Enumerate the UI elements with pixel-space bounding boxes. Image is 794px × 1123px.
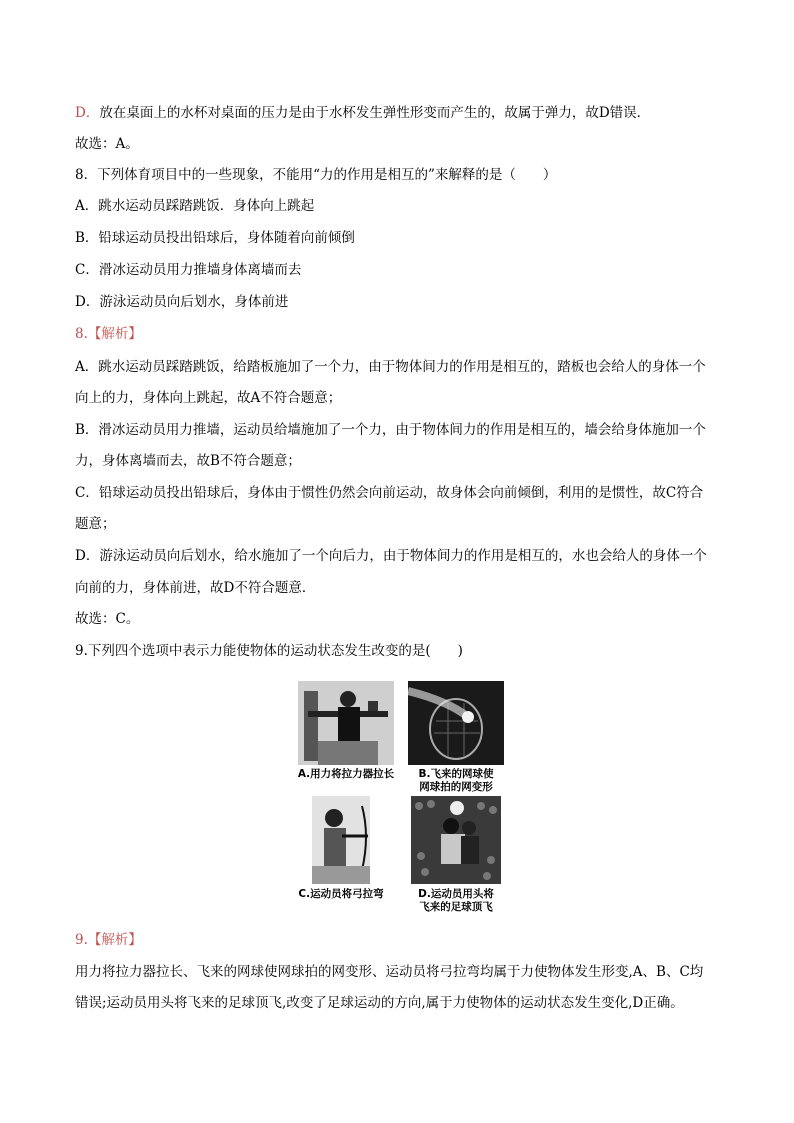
figure-d-image [411,796,501,884]
answer-line-8: 故选：C。 [75,611,140,627]
figure-a-image [298,681,394,765]
q9-analysis-1: 用力将拉力器拉长、飞来的网球使网球拍的网变形、运动员将弓拉弯均属于力使物体发生形变,A、B、C均 [75,964,704,980]
q9-analysis-2: 错误;运动员用头将飞来的足球顶飞,改变了足球运动的方向,属于力使物体的运动状态发生变化,D正确。 [75,995,684,1011]
q8-analysis-a-1: A．跳水运动员踩踏跳饭，给踏板施加了一个力，由于物体间力的作用是相互的，踏板也会给人的身体一个 [75,359,706,375]
q8-option-c: C．滑冰运动员用力推墙身体离墙而去 [75,262,302,278]
q8-analysis-a-2: 向上的力，身体向上跳起，故A不符合题意； [75,390,342,406]
q8-analysis-c-1: C．铅球运动员投出铅球后，身体由于惯性仍然会向前运动，故身体会向前倾倒，利用的是惯性，故C符合 [75,485,704,501]
q8-analysis-b-1: B．滑冰运动员用力推墙，运动员给墙施加了一个力，由于物体间力的作用是相互的，墙会给身体施加一个 [75,422,706,438]
figure-c-caption: C.运动员将弓拉弯 [298,888,384,900]
option-d-explanation: D．放在桌面上的水杯对桌面的压力是由于水杯发生弹性形变而产生的，故属于弹力，故D错误． [75,105,651,121]
figure-c-image [312,796,370,884]
q8-analysis-d-1: D．游泳运动员向后划水，给水施加了一个向后力，由于物体间力的作用是相互的，水也会给人的身体一个 [75,548,707,564]
answer-line-7: 故选：A。 [75,136,139,152]
q8-analysis-b-2: 力，身体离墙而去，故B不符合题意； [75,453,301,469]
question-9: 9.下列四个选项中表示力能使物体的运动状态发生改变的是( ) [75,643,463,659]
q9-analysis-heading: 9.【解析】 [75,932,142,948]
q8-analysis-d-2: 向前的力，身体前进，故D不符合题意． [75,580,316,596]
q8-analysis-heading: 8.【解析】 [75,326,142,342]
question-8: 8．下列体育项目中的一些现象，不能用“力的作用是相互的”来解释的是（ ） [75,167,557,183]
figure-b-image [408,681,504,765]
q8-analysis-c-2: 题意； [75,516,116,532]
figure-d-caption: D.运动员用头将 飞来的足球顶飞 [418,888,494,913]
q8-option-d: D．游泳运动员向后划水，身体前进 [75,294,289,310]
figure-a-caption: A.用力将拉力器拉长 [297,768,395,780]
q8-option-b: B．铅球运动员投出铅球后，身体随着向前倾倒 [75,230,355,246]
q8-option-a: A．跳水运动员踩踏跳饭．身体向上跳起 [75,198,315,214]
figure-b-caption: B.飞来的网球使 网球拍的网变形 [418,768,494,793]
